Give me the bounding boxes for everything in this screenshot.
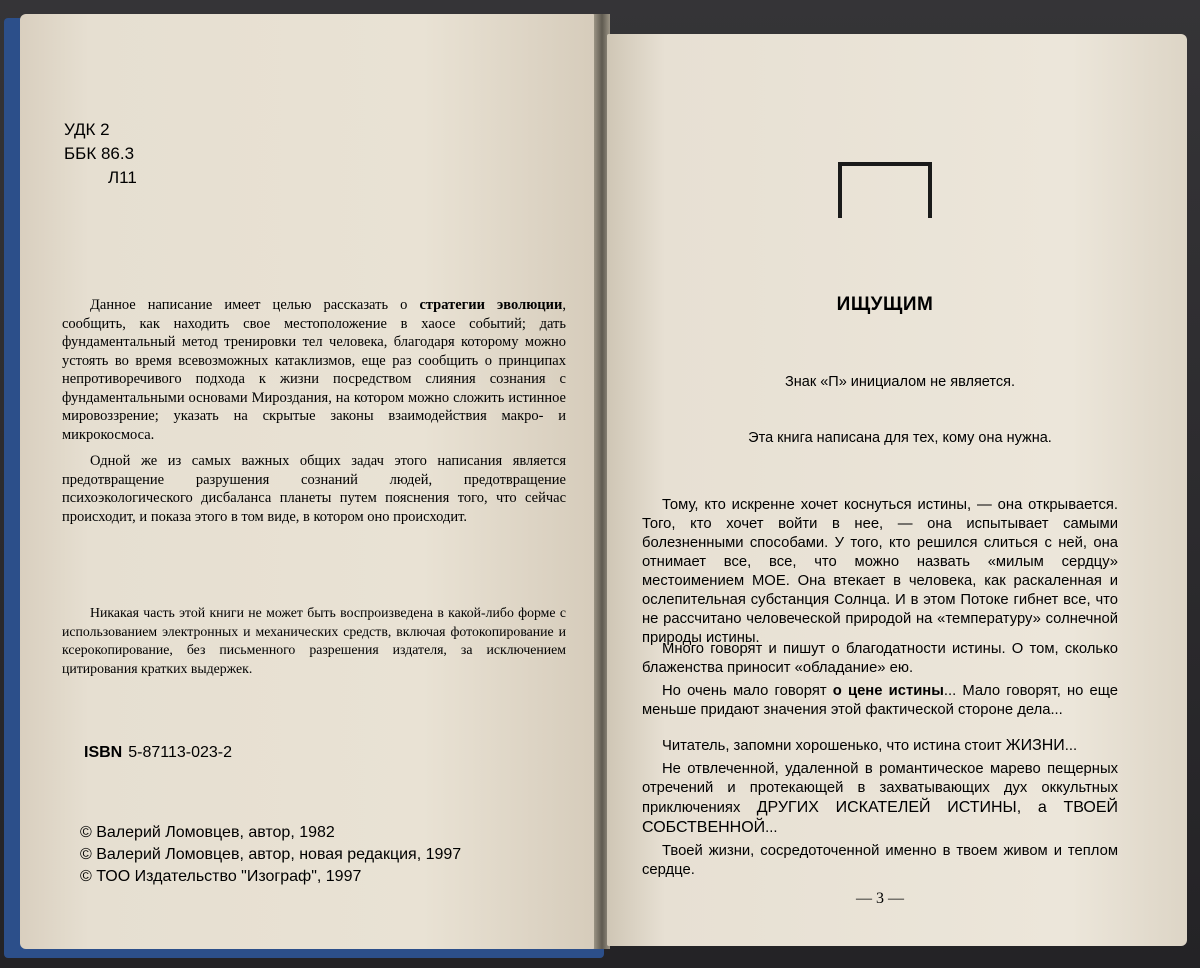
body-text-end: ... bbox=[765, 820, 778, 836]
body-paragraph-1: Тому, кто искренне хочет коснуться истины, — она открывается. Того, кто хочет войти в нее, — она испытывает самыми болезненными способами. У того, кто решился слиться с ней, она отнимает все, все, что можно назвать «милым сердцу» местоимением МОЕ. Она втекает в человека, как раскаленная и ослепительная субстанция Солнца. И в этом Потоке гибнет все, что не рассчитано человеческой природой на «температуру» солнечной природы истины. bbox=[642, 497, 1118, 646]
udk-code: УДК 2 bbox=[64, 120, 110, 139]
copyright-line-1: © Валерий Ломовцев, автор, 1982 bbox=[80, 824, 335, 841]
body-paragraph-6: Твоей жизни, сосредоточенной именно в твоем живом и теплом сердце. bbox=[642, 843, 1118, 878]
classification-codes bbox=[64, 118, 137, 190]
isbn-value: 5-87113-023-2 bbox=[128, 744, 233, 761]
body-paragraph-3 bbox=[642, 682, 1118, 720]
body-text: Читатель, запомни хорошенько, что истина стоит bbox=[662, 738, 1006, 754]
annotation-paragraph-1 bbox=[62, 296, 566, 444]
body-paragraph-5 bbox=[642, 760, 1118, 838]
annotation-text-end: , сообщить, как находить свое местоположение в хаосе событий; дать фундаментальный метод тренировки тел человека, благодаря которому можно устоять во время всевозможных катаклизмов, еще раз сообщить о принципах непротиворечивого подхода к жизни посредством слияния сознания с фундаментальными основами Мироздания, на котором можно сложить истинное мировоззрение; указать на скрытые законы взаимодействия макро- и микрокосмоса. bbox=[62, 297, 566, 443]
p-letter-sign-icon bbox=[838, 162, 932, 218]
copyright-line-3: © ТОО Издательство "Изограф", 1997 bbox=[80, 868, 362, 885]
isbn-label: ISBN bbox=[84, 744, 123, 761]
body-text: Не отвлеченной, удаленной в романтическое марево пещерных отречений и протекающей в захватывающих дух оккультных приключениях bbox=[642, 761, 1118, 816]
copyright-notice-paragraph: Никакая часть этой книги не может быть воспроизведена в какой-либо форме с использованием электронных и механических средств, включая фотокопирование и ксерокопирование, без письменного разрешения издателя, за исключением цитирования кратких выдержек. bbox=[62, 605, 566, 676]
annotation-text: Данное написание имеет целью рассказать о bbox=[90, 297, 420, 313]
body-text-end: ... Мало говорят, но еще меньше придают значения этой фактической стороне дела... bbox=[642, 683, 1119, 718]
copyright-lines bbox=[80, 822, 461, 888]
body-emphasis-text: ДРУГИХ ИСКАТЕЛЕЙ ИСТИНЫ, а ТВОЕЙ СОБСТВЕННОЙ bbox=[642, 799, 1118, 836]
body-emphasis-text: ЖИЗНИ bbox=[1005, 737, 1065, 754]
copyright-line-2: © Валерий Ломовцев, автор, новая редакция, 1997 bbox=[80, 846, 462, 863]
annotation-bold-text: стратегии эволюции bbox=[419, 297, 563, 313]
body-paragraph-4 bbox=[642, 736, 1118, 756]
body-text: Но очень мало говорят bbox=[662, 683, 833, 699]
bbk-code: ББК 86.3 bbox=[64, 144, 135, 163]
notice-line-2: Эта книга написана для тех, кому она нужна. bbox=[748, 430, 1052, 446]
author-code: Л11 bbox=[108, 168, 137, 187]
body-bold-text: о цене истины bbox=[832, 683, 944, 699]
body-text-end: ... bbox=[1064, 738, 1078, 754]
page-number: — 3 — bbox=[856, 890, 904, 907]
body-paragraph-2: Много говорят и пишут о благодатности истины. О том, сколько блаженства приносит «обладание» ею. bbox=[642, 641, 1118, 676]
isbn bbox=[84, 744, 232, 762]
chapter-heading: ИЩУЩИМ bbox=[836, 294, 934, 315]
annotation-paragraph-2: Одной же из самых важных общих задач этого написания является предотвращение разрушения сознаний людей, предотвращение психоэкологического дисбаланса планеты путем пояснения того, что сейчас происходит, и показа этого в том виде, в котором оно происходит. bbox=[62, 453, 566, 525]
notice-line-1: Знак «П» инициалом не является. bbox=[785, 374, 1015, 390]
